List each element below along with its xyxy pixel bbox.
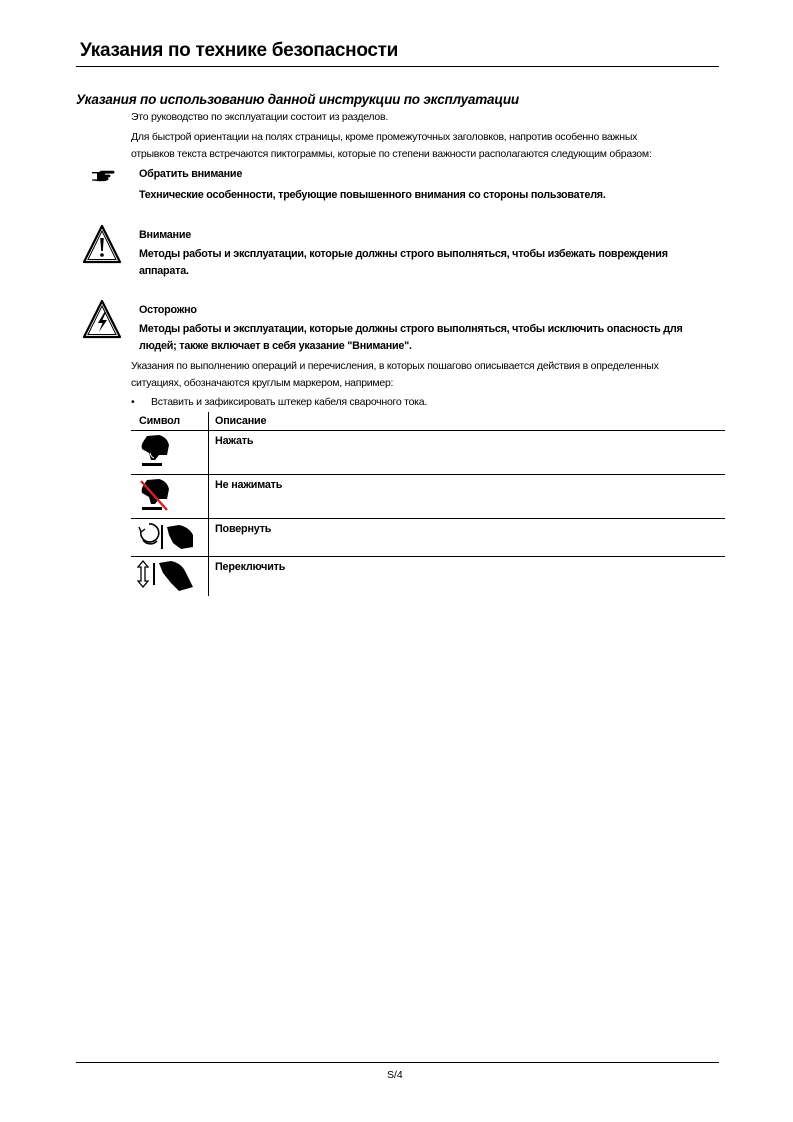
symbol-description: Нажать <box>209 431 726 475</box>
symbol-description: Переключить <box>215 561 286 573</box>
description-column-header: Описание <box>209 412 726 431</box>
notice-text-caution-line-1: Методы работы и эксплуатации, которые должны строго выполняться, чтобы избежать повреждения <box>139 248 668 260</box>
table-row <box>131 519 725 557</box>
symbol-description: Повернуть <box>209 519 726 557</box>
instructions-text-line-1: Указания по выполнению операций и перечисления, в которых пошагово описывается действия в определенных <box>131 360 659 372</box>
notice-text-danger-line-1: Методы работы и эксплуатации, которые должны строго выполняться, чтобы исключить опасность для <box>139 323 683 335</box>
notice-text-attention: Технические особенности, требующие повышенного внимания со стороны пользователя. <box>139 189 606 201</box>
section-heading: Указания по использованию данной инструкции по эксплуатации <box>76 92 519 107</box>
title-divider <box>76 66 719 67</box>
turn-hand-icon <box>137 544 199 556</box>
bullet-marker: • <box>131 396 135 408</box>
instructions-text-line-2: ситуациях, обозначаются круглым маркером, например: <box>131 377 394 389</box>
symbol-table <box>131 412 725 596</box>
notice-text-danger-line-2: людей; также включает в себя указание "Внимание". <box>139 340 412 352</box>
table-row <box>131 557 725 597</box>
intro-text: Это руководство по эксплуатации состоит из разделов. <box>131 111 389 123</box>
warning-triangle-icon <box>82 224 122 271</box>
pointing-hand-icon <box>91 169 115 187</box>
table-row <box>131 431 725 475</box>
orientation-text-line-1: Для быстрой ориентации на полях страницы, кроме промежуточных заголовков, напротив особенно важных <box>131 131 638 143</box>
page-number: S/4 <box>387 1069 403 1081</box>
orientation-text-line-2: отрывков текста встречаются пиктограммы, которые по степени важности располагаются следующим образом: <box>131 148 652 160</box>
press-hand-icon <box>137 462 173 474</box>
table-row <box>131 475 725 519</box>
footer-divider <box>76 1062 719 1063</box>
page-title: Указания по технике безопасности <box>80 40 399 61</box>
switch-hand-icon <box>137 584 199 596</box>
electric-hazard-icon <box>82 299 122 346</box>
notice-title-caution: Внимание <box>139 229 191 241</box>
notice-text-caution-line-2: аппарата. <box>139 265 189 277</box>
symbol-description: Не нажимать <box>209 475 726 519</box>
do-not-press-icon <box>137 506 173 518</box>
notice-title-danger: Осторожно <box>139 304 197 316</box>
notice-title-attention: Обратить внимание <box>139 168 243 180</box>
symbol-column-header: Символ <box>131 412 209 431</box>
bullet-example: Вставить и зафиксировать штекер кабеля сварочного тока. <box>151 396 428 408</box>
